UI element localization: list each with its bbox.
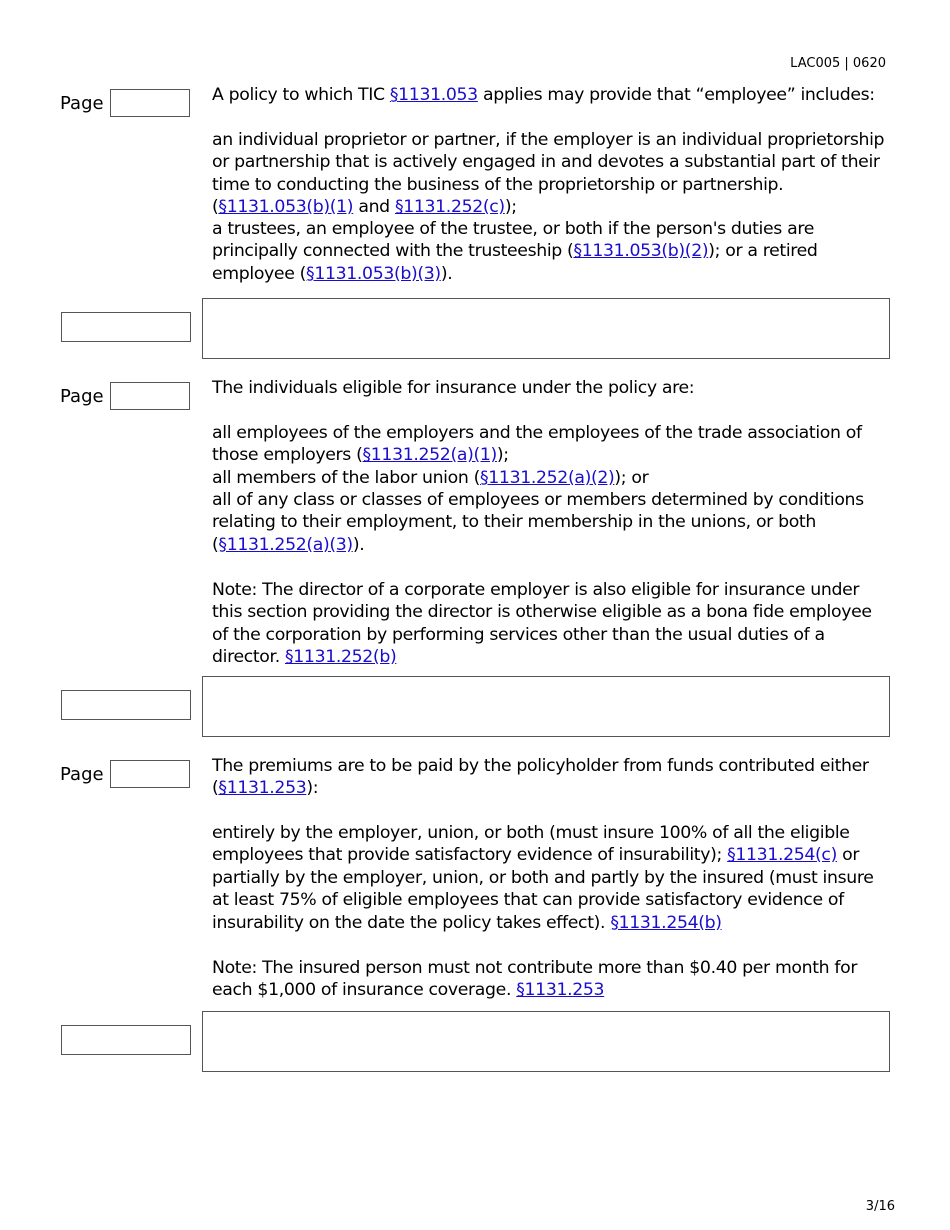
comment-input-3[interactable] [202, 1011, 890, 1072]
page-label: Page [60, 386, 104, 407]
section1-item-proprietor: an individual proprietor or partner, if the employer is an individual proprietorship or partnership that is actively engaged in and devotes a substantial part of their time to conducting the business of the proprietorship or partnership. (§1131.053(b)(1) and §1131.252(c)); [212, 130, 885, 218]
section2-note: Note: The director of a corporate employer is also eligible for insurance under this section providing the director is otherwise eligible as a bona fide employee of the corporation by performing services other than the usual duties of a director. §1131.252(b) [212, 580, 872, 668]
statute-link[interactable]: §1131.252(a)(1) [362, 445, 497, 466]
page-number-input-2[interactable] [110, 382, 190, 410]
page-label: Page [60, 764, 104, 785]
statute-link[interactable]: §1131.252(c) [394, 197, 505, 218]
statute-link[interactable]: §1131.254(c) [727, 845, 837, 866]
statute-link[interactable]: §1131.254(b) [610, 912, 722, 933]
section3-intro: The premiums are to be paid by the policyholder from funds contributed either (§1131.253): [212, 756, 869, 799]
statute-link[interactable]: §1131.053(b)(2) [573, 241, 709, 262]
statute-link[interactable]: §1131.253 [218, 778, 307, 799]
section3-note: Note: The insured person must not contribute more than $0.40 per month for each $1,000 of insurance coverage. §1131.253 [212, 958, 858, 1001]
comment-input-2[interactable] [202, 676, 890, 737]
section2-item-class: all of any class or classes of employees or members determined by conditions relating to their employment, to their membership in the unions, or both (§1131.252(a)(3)). [212, 490, 864, 555]
section2-intro: The individuals eligible for insurance under the policy are: [212, 378, 695, 398]
response-input-small-2[interactable] [61, 690, 191, 720]
page-number: 3/16 [865, 1199, 895, 1214]
section2-item-union: all members of the labor union (§1131.252(a)(2)); or [212, 468, 649, 488]
statute-link[interactable]: §1131.252(b) [284, 647, 397, 668]
page-number-input-3[interactable] [110, 760, 190, 788]
section1-intro: A policy to which TIC §1131.053 applies may provide that “employee” includes: [212, 85, 875, 105]
statute-link[interactable]: §1131.053(b)(3) [306, 263, 441, 284]
statute-link[interactable]: §1131.252(a)(2) [480, 468, 615, 488]
response-input-small-1[interactable] [61, 312, 191, 342]
section2-item-employees: all employees of the employers and the employees of the trade association of those employers (§1131.252(a)(1)); [212, 423, 862, 466]
statute-link[interactable]: §1131.053 [389, 85, 478, 105]
statute-link[interactable]: §1131.252(a)(3) [218, 534, 353, 555]
page-number-input-1[interactable] [110, 89, 190, 117]
response-input-small-3[interactable] [61, 1025, 191, 1055]
statute-link[interactable]: §1131.253 [516, 980, 605, 1001]
page-label: Page [60, 93, 104, 114]
section3-item-shared: partially by the employer, union, or both and partly by the insured (must insure at least 75% of eligible employees that can provide satisfactory evidence of insurability on the date the policy takes effect). §1131.254(b) [212, 868, 874, 933]
statute-link[interactable]: §1131.053(b)(1) [218, 197, 354, 218]
document-code: LAC005 | 0620 [790, 56, 886, 71]
comment-input-1[interactable] [202, 298, 890, 359]
section3-item-employer-paid: entirely by the employer, union, or both (must insure 100% of all the eligible employees that provide satisfactory evidence of insurability); §1131.254(c) or [212, 823, 860, 866]
section1-item-trustee: a trustees, an employee of the trustee, or both if the person's duties are principally connected with the trusteeship (§1131.053(b)(2)); or a retired employee (§1131.053(b)(3)). [212, 219, 818, 284]
